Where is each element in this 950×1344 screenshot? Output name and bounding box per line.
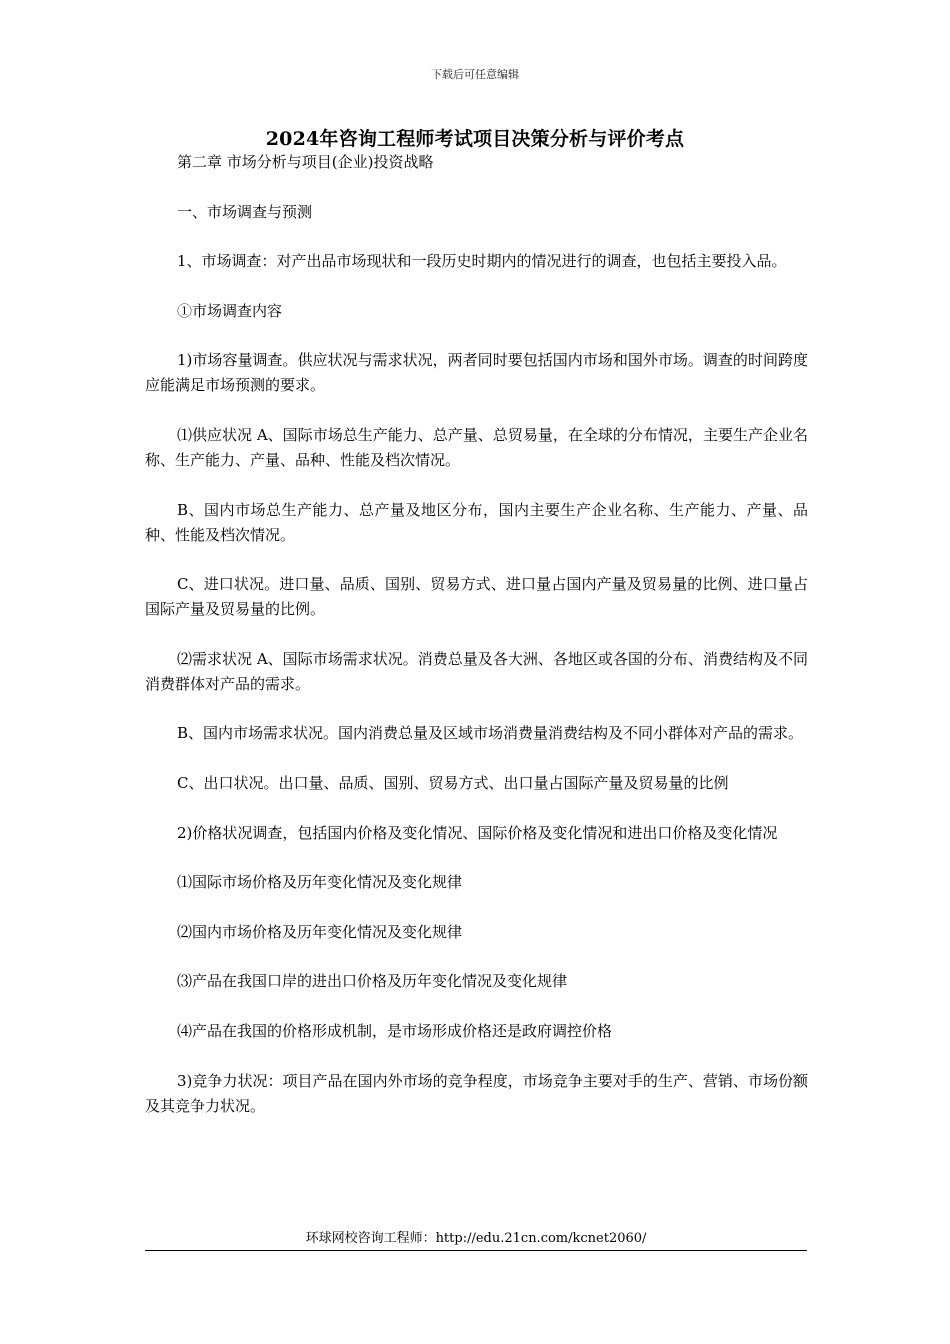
paragraph: ⑵需求状况 A、国际市场需求状况。消费总量及各大洲、各地区或各国的分布、消费结构及不同消费群体对产品的需求。 <box>145 649 808 693</box>
paragraph: ⑷产品在我国的价格形成机制，是市场形成价格还是政府调控价格 <box>177 1021 613 1040</box>
paragraph: B、国内市场总生产能力、总产量及地区分布，国内主要生产企业名称、生产能力、产量、品种、性能及档次情况。 <box>145 500 808 544</box>
paragraph: B、国内市场需求状况。国内消费总量及区域市场消费量消费结构及不同小群体对产品的需求。 <box>177 724 804 743</box>
paragraph: 2)价格状况调查，包括国内价格及变化情况、国际价格及变化情况和进出口价格及变化情况 <box>177 823 778 842</box>
paragraph: ⑴国际市场价格及历年变化情况及变化规律 <box>177 873 463 892</box>
paragraph: ⑶产品在我国口岸的进出口价格及历年变化情况及变化规律 <box>177 972 568 991</box>
chapter-heading: 第二章 市场分析与项目(企业)投资战略 <box>177 153 434 171</box>
section-heading: 一、市场调查与预测 <box>177 202 313 221</box>
paragraph: C、进口状况。进口量、品质、国别、贸易方式、进口量占国内产量及贸易量的比例、进口量占国际产量及贸易量的比例。 <box>145 575 808 619</box>
paragraph: 1、市场调查：对产出品市场现状和一段历史时期内的情况进行的调查，也包括主要投入品。 <box>177 252 787 271</box>
document-body <box>145 150 808 1143</box>
paragraph: 1)市场容量调查。供应状况与需求状况，两者同时要包括国内市场和国外市场。调查的时间跨度应能满足市场预测的要求。 <box>145 351 808 395</box>
document-title: 2024年咨询工程师考试项目决策分析与评价考点 <box>265 128 685 150</box>
paragraph: ①市场调查内容 <box>177 301 283 320</box>
header-note: 下载后可任意编辑 <box>431 68 519 81</box>
paragraph: ⑵国内市场价格及历年变化情况及变化规律 <box>177 922 463 941</box>
paragraph: C、出口状况。出口量、品质、国别、贸易方式、出口量占国际产量及贸易量的比例 <box>177 773 729 792</box>
paragraph: 3)竞争力状况：项目产品在国内外市场的竞争程度，市场竞争主要对手的生产、营销、市场份额及其竞争力状况。 <box>145 1071 808 1115</box>
paragraph: ⑴供应状况 A、国际市场总生产能力、总产量、总贸易量，在全球的分布情况，主要生产企业名称、生产能力、产量、品种、性能及档次情况。 <box>145 425 808 469</box>
page-footer: 环球网校咨询工程师：http://edu.21cn.com/kcnet2060/ <box>145 1227 807 1251</box>
